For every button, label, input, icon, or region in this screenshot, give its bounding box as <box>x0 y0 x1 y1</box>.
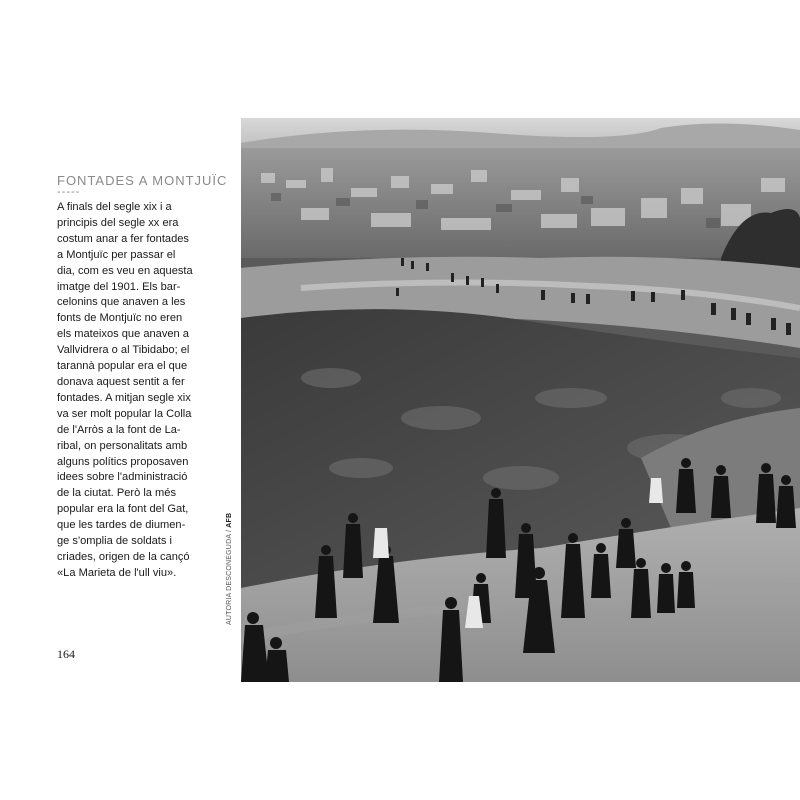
text-line: imatge del 1901. Els bar- <box>57 280 181 293</box>
text-line: principis del segle xx era <box>57 216 179 229</box>
text-line: que les tardes de diumen- <box>57 519 186 532</box>
credit-archive: AFB <box>226 512 233 528</box>
historic-photo <box>241 118 800 682</box>
title-rule: ----- <box>57 186 81 198</box>
text-line: va ser molt popular la Colla <box>57 407 192 420</box>
text-line: A finals del segle xix i a <box>57 201 172 213</box>
text-line: celonins que anaven a les <box>57 296 186 309</box>
text-line: popular era la font del Gat, <box>57 503 189 516</box>
text-line: tarannà popular era el que <box>57 360 188 373</box>
text-line: costum anar a fer fontades <box>57 232 189 245</box>
text-line: «La Marieta de l'ull viu». <box>57 566 177 579</box>
credit-author: AUTORIA DESCONEGUDA <box>226 534 233 625</box>
text-line: alguns polítics proposaven <box>57 455 189 468</box>
photo-credit <box>226 513 233 625</box>
text-line: de l'Arròs a la font de La- <box>57 423 181 436</box>
text-line: ribal, on personalitats amb <box>57 439 188 452</box>
page-number: 164 <box>57 647 75 661</box>
text-line: donava aquest sentit a fer <box>57 375 185 388</box>
text-line: fontades. A mitjan segle xix <box>57 391 191 404</box>
photo-illustration <box>241 118 800 682</box>
text-line: els mateixos que anaven a <box>57 328 189 341</box>
text-line: dia, com es veu en aquesta <box>57 264 193 277</box>
text-line: criades, origen de la cançó <box>57 550 190 563</box>
text-line: ge s'omplia de soldats i <box>57 535 172 548</box>
text-line: a Montjuïc per passar el <box>57 248 176 261</box>
text-line: de la ciutat. Però la més <box>57 487 177 500</box>
text-line: idees sobre l'administració <box>57 471 188 484</box>
text-line: Vallvidrera o al Tibidabo; el <box>57 344 190 357</box>
credit-separator: / <box>226 527 233 535</box>
body-text <box>57 200 207 582</box>
text-line: fonts de Montjuïc no eren <box>57 312 183 325</box>
section-title: FONTADES A MONTJUÏC <box>57 173 228 188</box>
